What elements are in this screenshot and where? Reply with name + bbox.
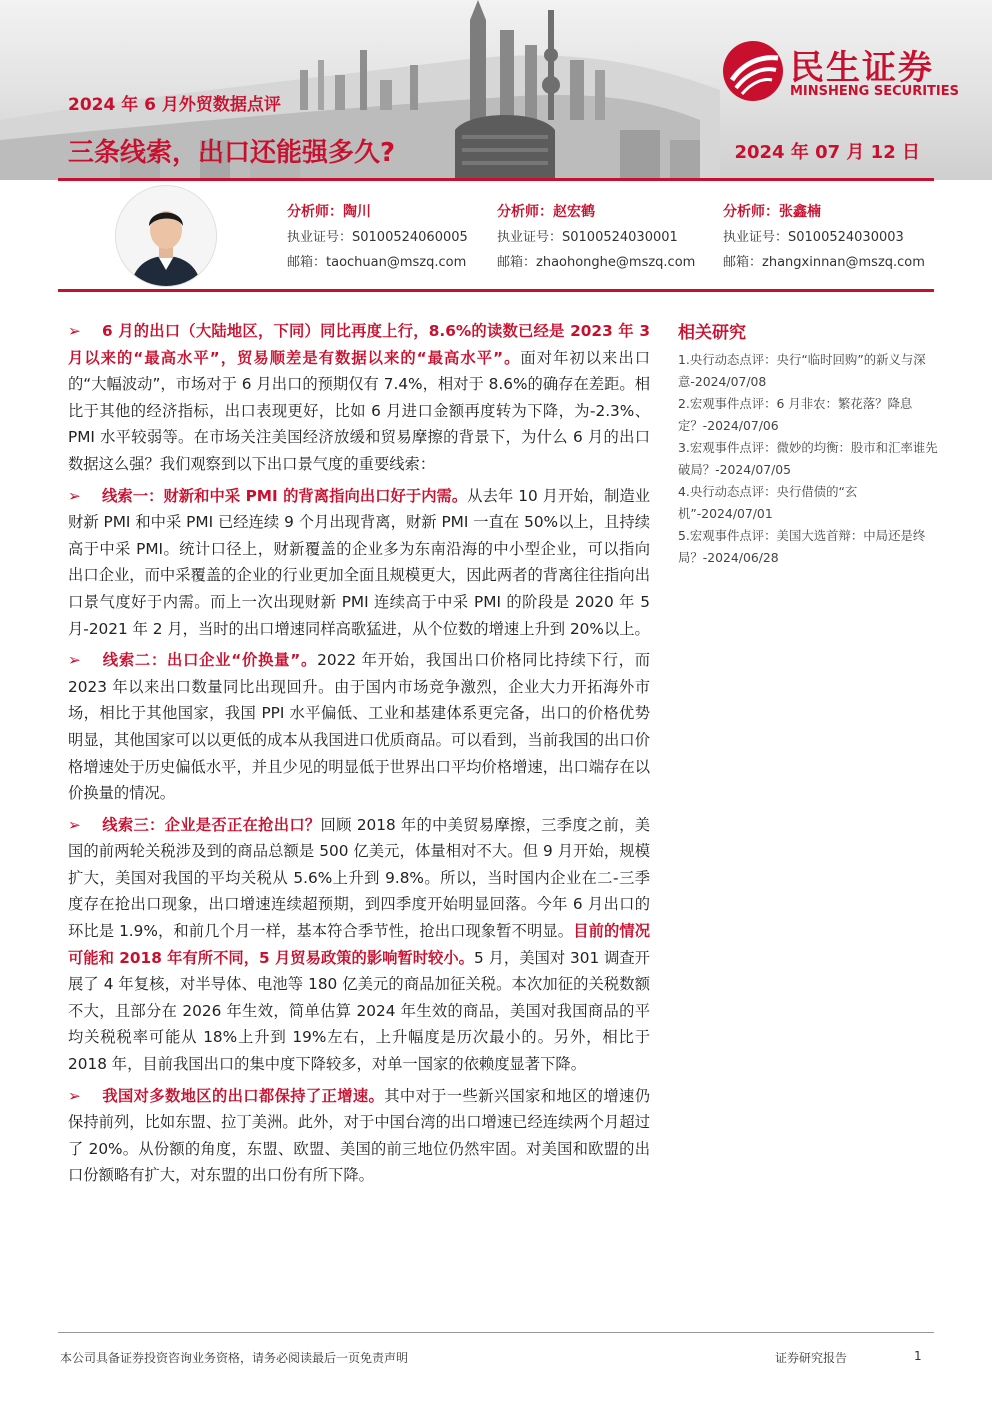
paragraph-4 bbox=[68, 812, 650, 1078]
highlight-text: 我国对多数地区的出口都保持了正增速。 bbox=[102, 1086, 385, 1105]
header-banner bbox=[0, 0, 992, 180]
related-research bbox=[678, 318, 938, 569]
analyst-email[interactable]: 邮箱：zhangxinnan@mszq.com bbox=[723, 255, 925, 270]
body-text: 2022 年开始，我国出口价格同比持续下行，而 2023 年以来出口数量同比出现回升。由于国内市场竞争激烈，企业大力开拓海外市场，相比于其他国家，我国 PPI 水平偏低、工业和基建体系更完备，出口的价格优势明显，其他国家可以以更低的成本从我国进口优质商品。可以看到，当前我国的出口价格增速处于历史偏低水平，并且少见的明显低于世界出口平均价格增速，出口端存在以价换量的情况。 bbox=[68, 651, 651, 803]
analyst-email[interactable]: 邮箱：zhaohonghe@mszq.com bbox=[497, 255, 696, 270]
highlight-text: 6 月的出口（大陆地区，下同）同比再度上行，8.6%的读数已经是 2023 年 3 月以来的“最高水平”，贸易顺差是有数据以来的“最高水平”。 bbox=[68, 322, 650, 367]
bullet-icon: ➢ bbox=[68, 651, 81, 670]
paragraph-2 bbox=[68, 483, 650, 643]
analyst-card-3 bbox=[723, 200, 925, 275]
minsheng-logo-icon bbox=[722, 40, 784, 102]
body-text: 面对年初以来出口的“大幅波动”，市场对于 6 月出口的预期仅有 7.4%，相对于 8.6%的确存在差距。相比于其他的经济指标，出口表现更好，比如 6 月进口金额再度转为下降，为-2.3%、PMI 水平较弱等。在市场关注美国经济放缓和贸易摩擦的背景下，为什么 6 月的出口数据这么强？我们观察到以下出口景气度的重要线索： bbox=[68, 348, 650, 473]
body-text: 5 月，美国对 301 调查开展了 4 年复核，对半导体、电池等 180 亿美元的商品加征关税。本次加征的关税数额不大，且部分在 2026 年生效，简单估算 2024 年生效的商品，美国对我国商品的平均关税税率可能从 18%上升到 19%左右，上升幅度是历次最小的。另外，相比于 2018 年，目前我国出口的集中度下降较多，对单一国家的依赖度显著下降。 bbox=[68, 948, 650, 1074]
related-research-item[interactable]: 2.宏观事件点评：6 月非农：繁花落？降息定？-2024/07/06 bbox=[678, 396, 913, 433]
bullet-icon: ➢ bbox=[68, 486, 81, 505]
footer-doc-type: 证券研究报告 bbox=[775, 1351, 848, 1365]
analyst-portrait-icon bbox=[116, 186, 216, 286]
analyst-card-1 bbox=[287, 200, 468, 275]
body-text: 从去年 10 月开始，制造业财新 PMI 和中采 PMI 已经连续 9 个月出现背离，财新 PMI 一直在 50%以上，且持续高于中采 PMI。统计口径上，财新覆盖的企业多为东南沿海的中小型企业，可以指向出口企业，而中采覆盖的企业的行业更加全面且规模更大，因此两者的背离往往指向出口景气度好于内需。而上一次出现财新 PMI 连续高于中采 PMI 的阶段是 2020 年 5 月-2021 年 2 月，当时的出口增速同样高歌猛进，从个位数的增速上升到 20%以上。 bbox=[68, 486, 650, 638]
minsheng-logo bbox=[722, 40, 972, 104]
header-divider bbox=[58, 178, 934, 181]
report-type: 2024 年 6 月外贸数据点评 bbox=[68, 95, 281, 115]
analyst-card-2 bbox=[497, 200, 695, 275]
analyst-photo bbox=[115, 185, 217, 287]
bullet-icon: ➢ bbox=[68, 815, 81, 834]
analyst-divider bbox=[58, 289, 934, 292]
paragraph-1 bbox=[68, 318, 650, 478]
analyst-name: 分析师：张鑫楠 bbox=[723, 204, 821, 220]
related-research-item[interactable]: 4.央行动态点评：央行借债的“玄机”-2024/07/01 bbox=[678, 484, 858, 521]
bullet-icon: ➢ bbox=[68, 1086, 81, 1105]
brand-name-cn: 民生证券 bbox=[790, 48, 934, 88]
footer-divider bbox=[58, 1332, 934, 1333]
analyst-cert: 执业证号：S0100524030001 bbox=[497, 230, 678, 245]
analyst-name: 分析师：陶川 bbox=[287, 204, 371, 220]
brand-name-en: MINSHENG SECURITIES bbox=[790, 84, 959, 99]
highlight-text: 线索二：出口企业“价换量”。 bbox=[102, 651, 318, 670]
highlight-text: 目前的情况可能和 2018 年有所不同，5 月贸易政策的影响暂时较小。 bbox=[68, 922, 650, 967]
footer-disclaimer: 本公司具备证券投资咨询业务资格，请务必阅读最后一页免责声明 bbox=[60, 1351, 409, 1365]
analyst-cert: 执业证号：S0100524060005 bbox=[287, 230, 468, 245]
highlight-text: 线索三：企业是否正在抢出口？ bbox=[102, 815, 321, 834]
paragraph-3 bbox=[68, 647, 650, 807]
related-research-item[interactable]: 3.宏观事件点评：微妙的均衡：股市和汇率谁先破局？-2024/07/05 bbox=[678, 440, 938, 477]
body-text: 其中对于一些新兴国家和地区的增速仍保持前列，比如东盟、拉丁美洲。此外，对于中国台湾的出口增速已经连续两个月超过了 20%。从份额的角度，东盟、欧盟、美国的前三地位仍然牢固。对美国和欧盟的出口份额略有扩大，对东盟的出口份有所下降。 bbox=[68, 1086, 650, 1185]
analyst-cert: 执业证号：S0100524030003 bbox=[723, 230, 904, 245]
bullet-icon: ➢ bbox=[68, 322, 81, 340]
related-research-item[interactable]: 5.宏观事件点评：美国大选首辩：中局还是终局？-2024/06/28 bbox=[678, 528, 926, 565]
highlight-text: 线索一：财新和中采 PMI 的背离指向出口好于内需。 bbox=[102, 486, 468, 505]
page-title: 三条线索，出口还能强多久? bbox=[68, 138, 396, 168]
page-number: 1 bbox=[914, 1349, 922, 1363]
related-research-title: 相关研究 bbox=[678, 323, 746, 343]
analyst-name: 分析师：赵宏鹤 bbox=[497, 204, 595, 220]
related-research-item[interactable]: 1.央行动态点评：央行“临时回购”的新义与深意-2024/07/08 bbox=[678, 352, 926, 389]
report-date: 2024 年 07 月 12 日 bbox=[734, 142, 920, 163]
body-text: 回顾 2018 年的中美贸易摩擦，三季度之前，美国的前两轮关税涉及到的商品总额是 500 亿美元，体量相对不大。但 9 月开始，规模扩大，美国对我国的平均关税从 5.6%上升到 9.8%。所以，当时国内企业在二-三季度存在抢出口现象，出口增速连续超预期，到四季度开始明显回落。今年 6 月出口的环比是 1.9%，和前几个月一样，基本符合季节性，抢出口现象暂不明显。 bbox=[68, 815, 650, 941]
report-body bbox=[68, 318, 650, 1194]
analyst-email[interactable]: 邮箱：taochuan@mszq.com bbox=[287, 255, 467, 270]
paragraph-5 bbox=[68, 1083, 650, 1189]
